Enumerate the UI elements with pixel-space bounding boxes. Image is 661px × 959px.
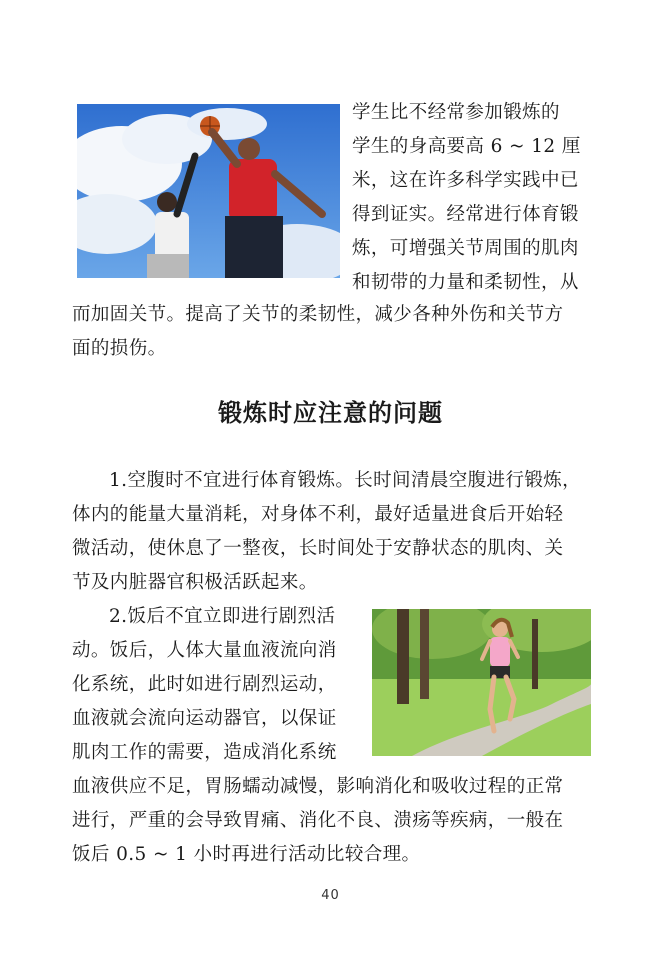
basketball-photo [77,104,340,278]
text-line: 学生比不经常参加锻炼的 [352,102,560,123]
page-number: 40 [321,888,340,903]
text-line: 而加固关节。提高了关节的柔韧性，减少各种外伤和关节方 [72,304,564,325]
text-line: 面的损伤。 [72,338,167,359]
text-line: 2.饭后不宜立即进行剧烈活 [109,606,336,627]
text-line: 血液就会流向运动器官，以保证 [72,708,337,729]
text-line: 得到证实。经常进行体育锻 [352,204,579,225]
text-line: 化系统，此时如进行剧烈运动， [72,674,337,695]
text-line: 炼，可增强关节周围的肌肉 [352,238,579,259]
text-line: 体内的能量大量消耗，对身体不利，最好适量进食后开始轻 [72,504,564,525]
text-line: 节及内脏器官积极活跃起来。 [72,572,318,593]
text-line: 动。饭后，人体大量血液流向消 [72,640,337,661]
text-line: 微活动，使休息了一整夜，长时间处于安静状态的肌肉、关 [72,538,564,559]
text-line: 和韧带的力量和柔韧性，从 [352,272,579,293]
text-line: 1.空腹时不宜进行体育锻炼。长时间清晨空腹进行锻炼， [109,470,582,491]
text-line: 肌肉工作的需要，造成消化系统 [72,742,337,763]
text-line: 饭后 0.5 ~ 1 小时再进行活动比较合理。 [72,844,421,865]
running-photo [372,609,591,756]
text-line: 米，这在许多科学实践中已 [352,170,579,191]
section-heading: 锻炼时应注意的问题 [218,398,443,427]
text-line: 进行，严重的会导致胃痛、消化不良、溃疡等疾病，一般在 [72,810,564,831]
text-line: 血液供应不足，胃肠蠕动减慢，影响消化和吸收过程的正常 [72,776,564,797]
text-line: 学生的身高要高 6 ~ 12 厘 [352,136,581,157]
